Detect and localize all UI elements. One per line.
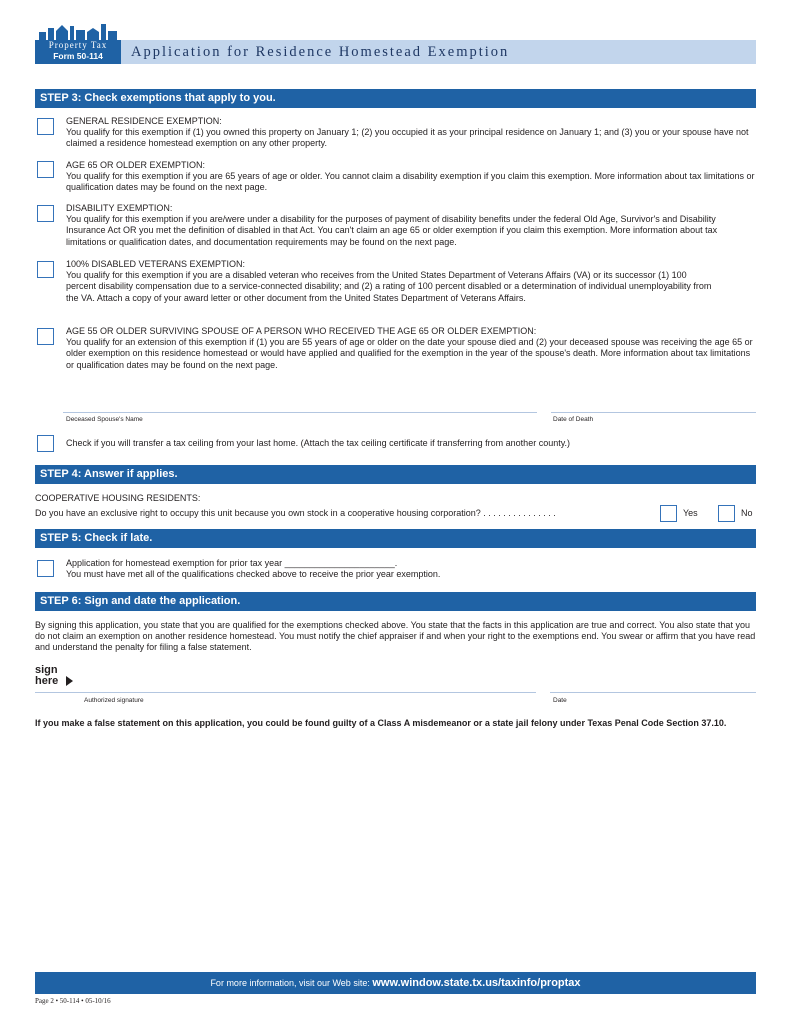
surviving-spouse-body: You qualify for an extension of this exemption if (1) you are 55 years of age or older on the date your spouse died and (2) your deceased spouse was receiving the age 65 or older exemption on this residence homestead or would have applied and qualified for the exemption in the year of the spouse's death. More information about tax limitations or qualification dates may be found on the next page.: [66, 337, 753, 370]
form-number: Form 50-114: [53, 51, 103, 61]
late-application-line2: You must have met all of the qualifications checked above to receive the prior year exemption.: [66, 569, 441, 580]
coop-housing-heading: COOPERATIVE HOUSING RESIDENTS:: [35, 493, 201, 503]
surviving-spouse-heading: AGE 55 OR OLDER SURVIVING SPOUSE OF A PERSON WHO RECEIVED THE AGE 65 OR OLDER EXEMPTION:: [66, 326, 537, 336]
sign-statement: By signing this application, you state that you are qualified for the exemptions checked above. You state that the facts in this application are true and correct. You also state that you do not claim an exemption on another residence homestead. You must notify the chief appraiser if and when your right to the exemptions end. You swear or affirm that you have read and understand the penalty for filing a false statement.: [35, 620, 756, 653]
disability-exemption-heading: DISABILITY EXEMPTION:: [66, 203, 173, 213]
age65-exemption-body: You qualify for this exemption if you are 65 years of age or older. You cannot claim a disability exemption if you claim this exemption. More information about tax limitations or qualification dates may be found on the next page.: [66, 171, 755, 193]
sign-arrow-icon: [66, 676, 73, 686]
general-exemption-text: [66, 116, 756, 150]
deceased-name-label: Deceased Spouse's Name: [66, 416, 143, 423]
surviving-spouse-text: [66, 326, 756, 371]
form-tag-line1: Property Tax: [48, 40, 108, 50]
disability-exemption-checkbox[interactable]: [37, 205, 54, 222]
late-application-text: [66, 558, 756, 580]
general-exemption-heading: GENERAL RESIDENCE EXEMPTION:: [66, 116, 222, 126]
age65-exemption-text: [66, 160, 756, 194]
general-exemption-body: You qualify for this exemption if (1) you owned this property on January 1; (2) you occupied it as your principal residence on January 1; and (3) you or your spouse have not claimed a residence homestead exemption on any other property.: [66, 127, 749, 149]
footer-website-link[interactable]: www.window.state.tx.us/taxinfo/proptax: [372, 977, 581, 989]
disabled-veterans-checkbox[interactable]: [37, 261, 54, 278]
tax-ceiling-transfer-text: Check if you will transfer a tax ceiling from your last home. (Attach the tax ceiling certificate if transferring from another county.): [66, 438, 571, 448]
disabled-veterans-text: [66, 259, 716, 304]
coop-yes-label: Yes: [683, 508, 698, 518]
disability-exemption-body: You qualify for this exemption if you are/were under a disability for the purposes of payment of disability benefits under the federal Old Age, Survivor's and Disability Insurance Act OR you met the definition of disabled in that Act. You can't claim an age 65 or older exemption if you claim this exemption. More information about tax limitations or qualification dates, and documentation requirements may be found on the next page.: [66, 214, 718, 247]
coop-no-checkbox[interactable]: [718, 505, 735, 522]
disability-exemption-text: [66, 203, 756, 248]
tax-ceiling-transfer-checkbox[interactable]: [37, 435, 54, 452]
here-word: here: [35, 675, 59, 687]
step5-header: STEP 5: Check if late.: [35, 529, 756, 548]
late-application-line1: Application for homestead exemption for prior tax year ______________________.: [66, 558, 398, 568]
signature-label: Authorized signature: [84, 697, 144, 704]
coop-housing-question: Do you have an exclusive right to occupy this unit because you own stock in a cooperative housing corporation? . . . . . . . . . . . . . . .: [35, 508, 556, 518]
deceased-name-field[interactable]: [63, 412, 537, 413]
step6-header: STEP 6: Sign and date the application.: [35, 592, 756, 611]
sign-date-field[interactable]: [550, 692, 756, 693]
step4-header: STEP 4: Answer if applies.: [35, 465, 756, 484]
signature-field[interactable]: [35, 692, 536, 693]
disabled-veterans-body: You qualify for this exemption if you are a disabled veteran who receives from the United States Department of Veterans Affairs (VA) or its successor (1) 100 percent disability compensation due to a service-connected disability; and (2) a rating of 100 percent disabled or a determination of individual unemployability from the VA. Attach a copy of your award letter or other document from the United States Department of Veterans Affairs.: [66, 270, 712, 303]
disabled-veterans-heading: 100% DISABLED VETERANS EXEMPTION:: [66, 259, 246, 269]
surviving-spouse-checkbox[interactable]: [37, 328, 54, 345]
coop-no-label: No: [741, 508, 753, 518]
sign-here-label: [35, 665, 58, 687]
late-application-checkbox[interactable]: [37, 560, 54, 577]
age65-exemption-checkbox[interactable]: [37, 161, 54, 178]
date-of-death-label: Date of Death: [553, 416, 594, 423]
step3-header: STEP 3: Check exemptions that apply to you.: [35, 89, 756, 108]
age65-exemption-heading: AGE 65 OR OLDER EXEMPTION:: [66, 160, 206, 170]
footer-bar: [35, 972, 756, 994]
sign-date-label: Date: [553, 697, 567, 704]
date-of-death-field[interactable]: [551, 412, 756, 413]
form-tag: [35, 40, 121, 64]
coop-yes-checkbox[interactable]: [660, 505, 677, 522]
footer-prefix: For more information, visit our Web site:: [210, 978, 373, 988]
general-exemption-checkbox[interactable]: [37, 118, 54, 135]
form-title: Application for Residence Homestead Exemption: [131, 44, 510, 60]
penalty-warning: If you make a false statement on this application, you could be found guilty of a Class A misdemeanor or a state jail felony under Texas Penal Code Section 37.10.: [35, 718, 727, 728]
city-skyline-icon: [35, 22, 121, 42]
sign-word: sign: [35, 664, 58, 676]
page-number: Page 2 • 50-114 • 05-10/16: [35, 997, 111, 1005]
